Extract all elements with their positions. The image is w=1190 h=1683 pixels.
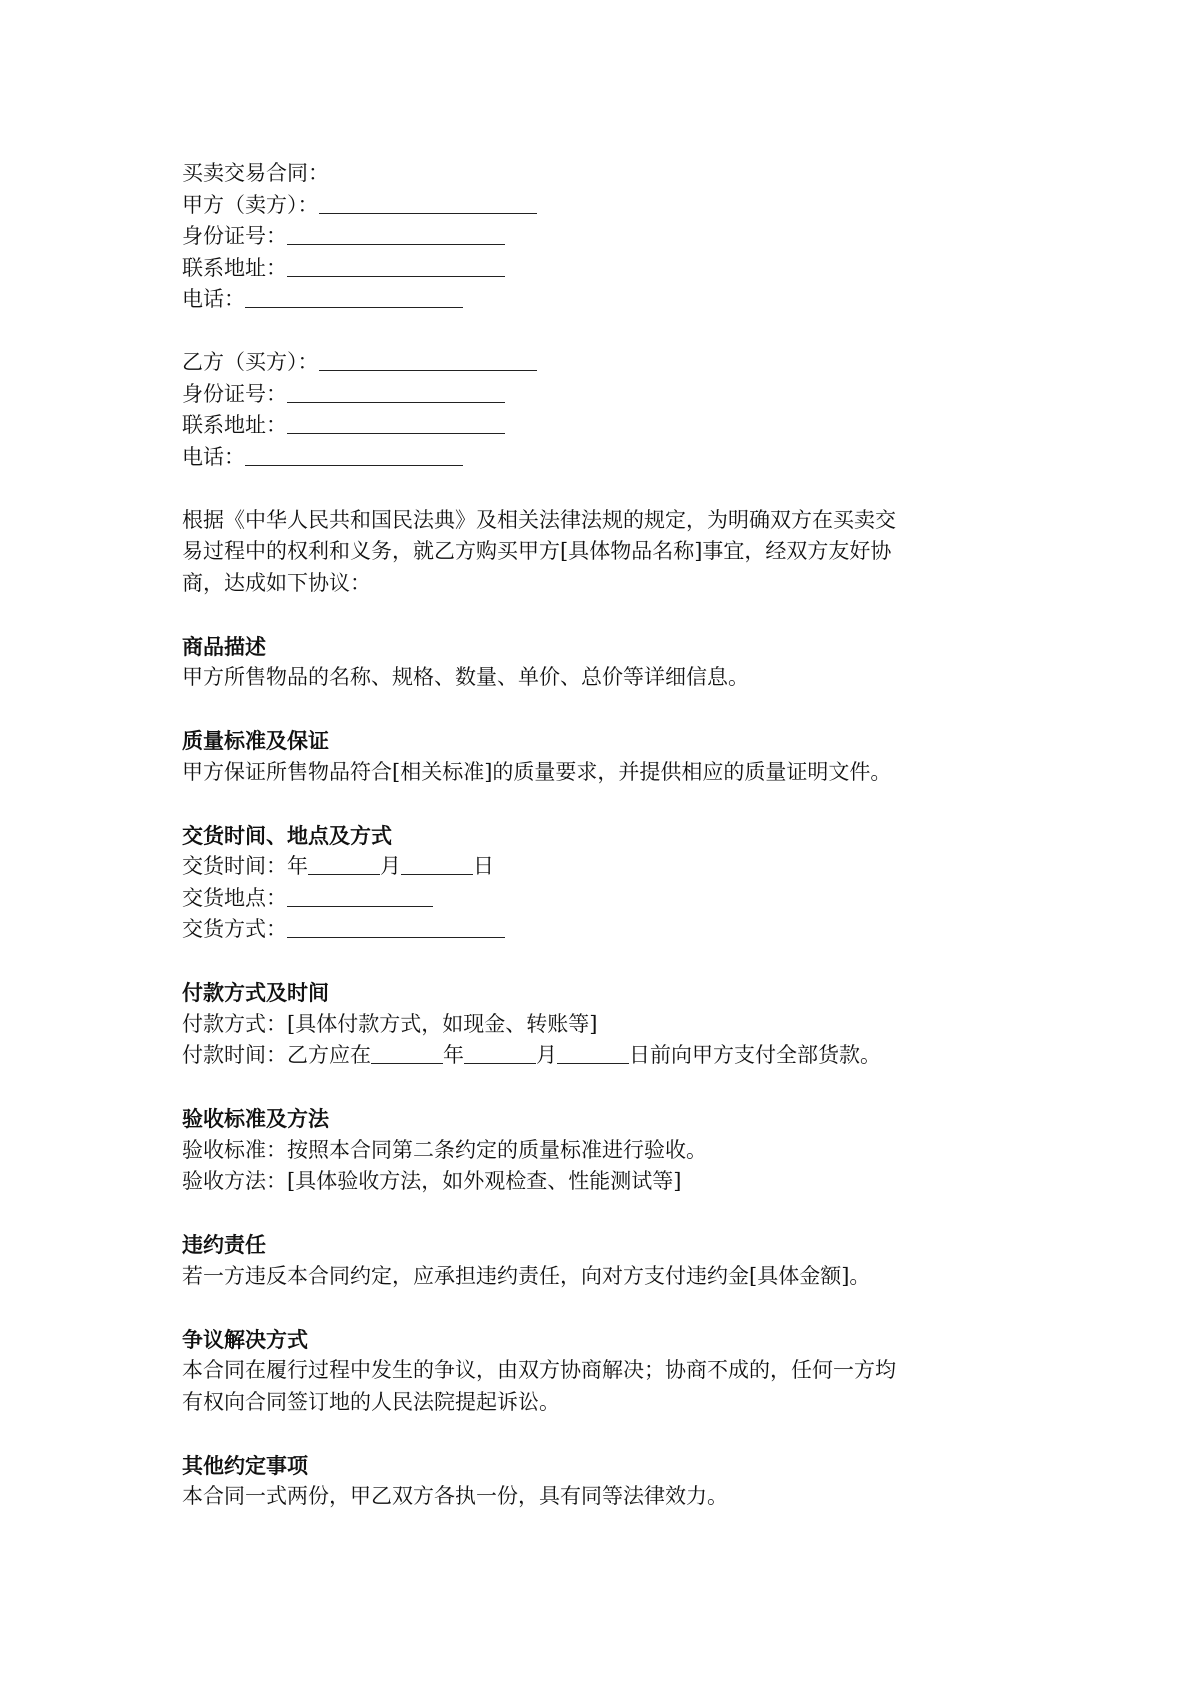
section-heading-quality: 质量标准及保证 <box>182 728 329 753</box>
section-heading-payment: 付款方式及时间 <box>182 980 329 1005</box>
payment-time-suffix: 日前向甲方支付全部货款。 <box>629 1043 881 1067</box>
buyer-id-line <box>182 379 1012 411</box>
payment-time-prefix: 付款时间：乙方应在 <box>182 1043 371 1067</box>
seller-phone-label: 电话： <box>182 287 245 311</box>
payment-year-label: 年 <box>443 1043 464 1067</box>
section-heading-acceptance: 验收标准及方法 <box>182 1106 329 1131</box>
seller-party-label: 甲方（卖方）： <box>182 192 319 217</box>
seller-party-line <box>182 190 1012 222</box>
buyer-address-label: 联系地址： <box>182 413 287 437</box>
buyer-phone-blank[interactable] <box>245 445 463 466</box>
other-text: 本合同一式两份，甲乙双方各执一份，具有同等法律效力。 <box>182 1484 728 1508</box>
buyer-address-line <box>182 410 1012 442</box>
seller-id-blank[interactable] <box>287 224 505 245</box>
buyer-id-blank[interactable] <box>287 382 505 403</box>
buyer-address-blank[interactable] <box>287 413 505 434</box>
seller-address-blank[interactable] <box>287 256 505 277</box>
contract-page <box>182 158 1012 1513</box>
acceptance-standard-text: 验收标准：按照本合同第二条约定的质量标准进行验收。 <box>182 1137 707 1162</box>
delivery-method-label: 交货方式： <box>182 917 287 941</box>
seller-id-label: 身份证号： <box>182 224 287 248</box>
dispute-text-line: 本合同在履行过程中发生的争议，由双方协商解决；协商不成的，任何一方均 <box>182 1358 896 1382</box>
preamble-paragraph <box>182 505 1012 600</box>
section-heading-other: 其他约定事项 <box>182 1452 308 1478</box>
payment-day-blank[interactable] <box>557 1043 629 1064</box>
seller-address-label: 联系地址： <box>182 255 287 280</box>
preamble-line: 易过程中的权利和义务，就乙方购买甲方[具体物品名称]事宜，经双方友好协 <box>182 539 892 563</box>
quality-text: 甲方保证所售物品符合[相关标准]的质量要求，并提供相应的质量证明文件。 <box>182 759 892 784</box>
seller-address-line <box>182 253 1012 285</box>
delivery-time-line <box>182 851 1012 883</box>
delivery-day-blank[interactable] <box>401 854 473 875</box>
dispute-text-line: 有权向合同签订地的人民法院提起诉讼。 <box>182 1389 560 1414</box>
delivery-time-label: 交货时间：年 <box>182 854 308 878</box>
preamble-line: 商，达成如下协议： <box>182 570 371 595</box>
seller-phone-line <box>182 284 1012 316</box>
delivery-place-line <box>182 883 1012 915</box>
payment-method-text: 付款方式：[具体付款方式，如现金、转账等] <box>182 1011 598 1036</box>
seller-id-line <box>182 221 1012 253</box>
section-heading-delivery: 交货时间、地点及方式 <box>182 822 392 848</box>
seller-name-blank[interactable] <box>319 193 537 214</box>
delivery-month-label: 月 <box>380 854 401 878</box>
payment-year-blank[interactable] <box>371 1043 443 1064</box>
buyer-phone-label: 电话： <box>182 444 245 469</box>
buyer-party-line <box>182 347 1012 379</box>
delivery-method-line <box>182 914 1012 946</box>
payment-month-label: 月 <box>536 1043 557 1067</box>
delivery-place-label: 交货地点： <box>182 885 287 910</box>
section-heading-liability: 违约责任 <box>182 1232 266 1257</box>
section-heading-dispute: 争议解决方式 <box>182 1326 308 1352</box>
seller-phone-blank[interactable] <box>245 287 463 308</box>
delivery-month-blank[interactable] <box>308 854 380 875</box>
description-text: 甲方所售物品的名称、规格、数量、单价、总价等详细信息。 <box>182 665 749 689</box>
payment-month-blank[interactable] <box>464 1043 536 1064</box>
section-heading-description: 商品描述 <box>182 633 266 659</box>
payment-time-line <box>182 1040 1012 1072</box>
document-title: 买卖交易合同： <box>182 161 329 185</box>
liability-text: 若一方违反本合同约定，应承担违约责任，向对方支付违约金[具体金额]。 <box>182 1263 871 1288</box>
delivery-method-blank[interactable] <box>287 917 505 938</box>
delivery-place-blank[interactable] <box>287 886 433 907</box>
acceptance-method-text: 验收方法：[具体验收方法，如外观检查、性能测试等] <box>182 1169 682 1193</box>
buyer-party-label: 乙方（买方）： <box>182 350 319 374</box>
delivery-day-label: 日 <box>473 854 494 878</box>
preamble-line: 根据《中华人民共和国民法典》及相关法律法规的规定，为明确双方在买卖交 <box>182 507 896 532</box>
buyer-phone-line <box>182 442 1012 474</box>
buyer-id-label: 身份证号： <box>182 381 287 406</box>
buyer-name-blank[interactable] <box>319 350 537 371</box>
